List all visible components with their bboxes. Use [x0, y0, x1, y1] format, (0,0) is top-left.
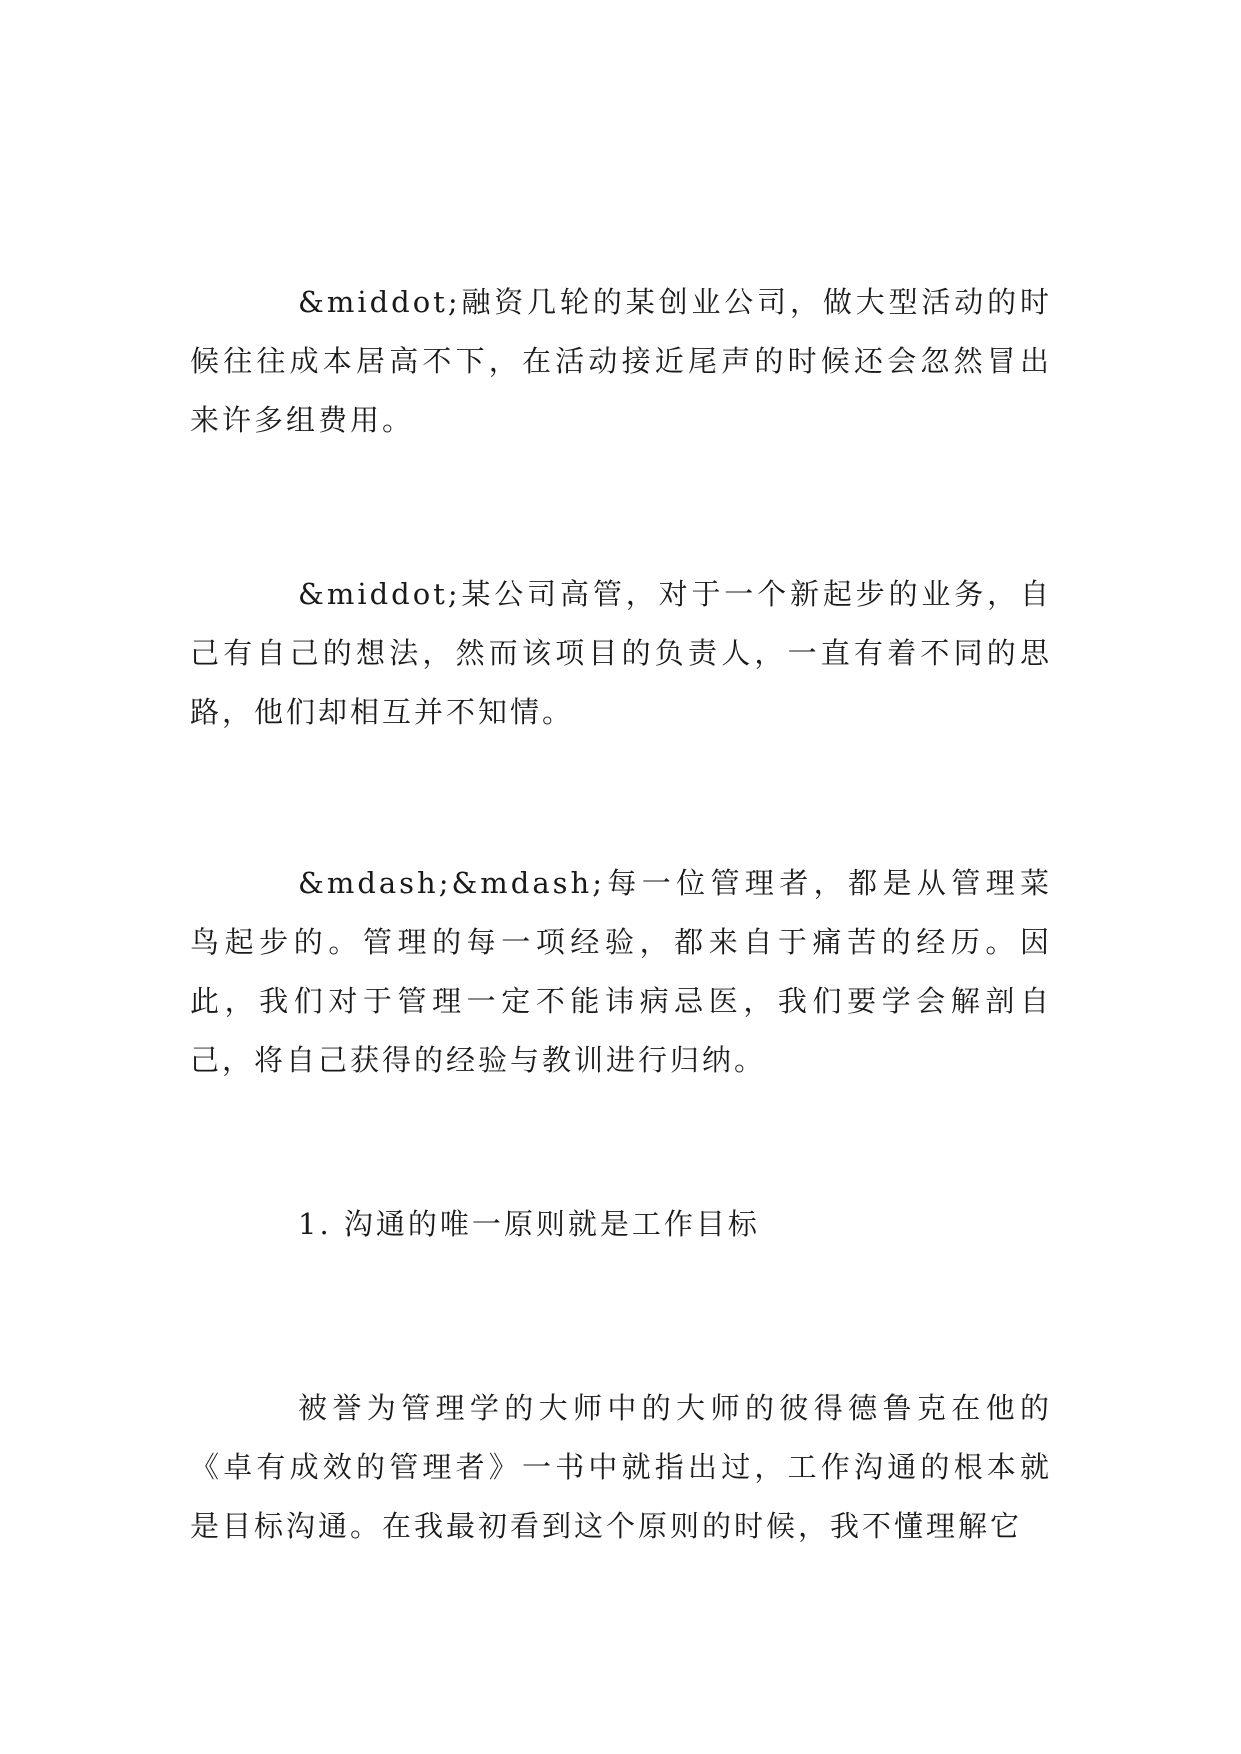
paragraph-manager-experience: &mdash;&mdash;每一位管理者，都是从管理菜鸟起步的。管理的每一项经验，都来自于痛苦的经历。因此，我们对于管理一定不能讳病忌医，我们要学会解剖自己，将自己获得的经验与教训进行归纳。 [190, 866, 1052, 1077]
section-heading-communication-principle: 1. 沟通的唯一原则就是工作目标 [298, 1207, 760, 1241]
paragraph-drucker-quote: 被誉为管理学的大师中的大师的彼得德鲁克在他的《卓有成效的管理者》一书中就指出过，工作沟通的根本就是目标沟通。在我最初看到这个原则的时候，我不懂理解它 [190, 1391, 1052, 1543]
paragraph-startup-costs: &middot;融资几轮的某创业公司，做大型活动的时候往往成本居高不下，在活动接近尾声的时候还会忽然冒出来许多组费用。 [190, 285, 1052, 437]
paragraph-executive-project: &middot;某公司高管，对于一个新起步的业务，自己有自己的想法，然而该项目的负责人，一直有着不同的思路，他们却相互并不知情。 [190, 577, 1052, 729]
